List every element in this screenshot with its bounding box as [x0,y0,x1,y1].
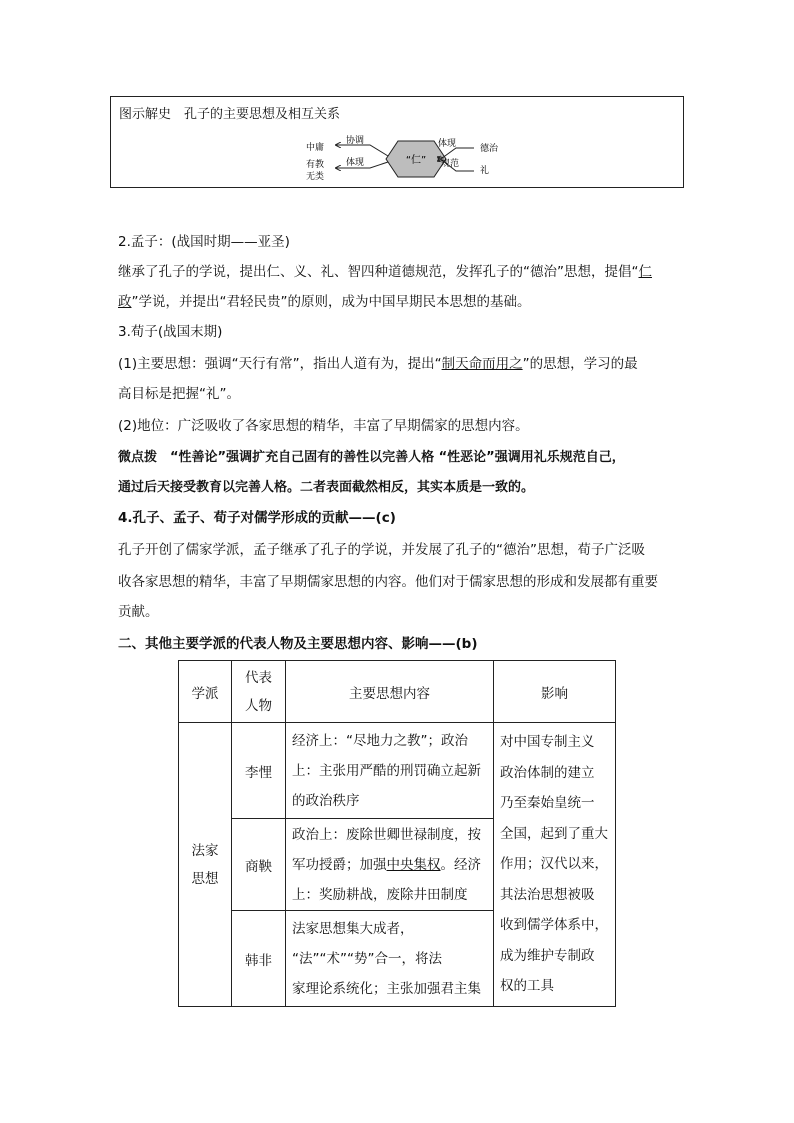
left-bottom-target-1: 有教 [306,160,325,170]
left-top-edge-label: 协调 [346,136,365,146]
contribution-line-3: 贡献。 [118,604,159,620]
header-school: 学派 [179,661,232,723]
left-top-arrow [336,145,388,156]
schools-table [178,660,616,1007]
xunzi-point-1: (1)主要思想：强调“天行有常”，指出人道有为，提出“制天命而用之”的思想，学习的最 [118,356,638,372]
right-bottom-edge-label: 规范 [441,159,460,169]
xunzi-point-1-cont: 高目标是把握“礼”。 [118,386,240,402]
ren-label: “仁” [405,155,427,166]
diagram-title: 图示解史 孔子的主要思想及相互关系 [119,107,341,122]
rep-name: 李悝 [232,723,286,819]
header-content: 主要思想内容 [286,661,494,723]
mencius-line-1: 继承了孔子的学说，提出仁、义、礼、智四种道德规范，发挥孔子的“德治”思想，提倡“仁 [118,264,652,280]
right-top-edge-label: 体现 [438,139,457,149]
content-cell: 经济上：“尽地力之教”；政治 上：主张用严酷的刑罚确立起新 的政治秩序 [286,723,494,819]
xunzi-point-2: (2)地位：广泛吸收了各家思想的精华，丰富了早期儒家的思想内容。 [118,418,529,434]
rep-name: 韩非 [232,911,286,1007]
contribution-heading: 4.孔子、孟子、荀子对儒学形成的贡献——(c) [118,510,396,526]
mencius-line-2: 政”学说，并提出“君轻民贵”的原则，成为中国早期民本思想的基础。 [118,294,531,310]
mencius-heading: 2.孟子：(战国时期——亚圣) [118,234,290,250]
contribution-line-2: 收各家思想的精华，丰富了早期儒家思想的内容。他们对于儒家思想的形成和发展都有重要 [118,574,658,590]
left-bottom-edge-label: 体现 [346,158,365,168]
tip-line-2: 通过后天接受教育以完善人格。二者表面截然相反，其实本质是一致的。 [118,480,535,495]
header-impact: 影响 [494,661,616,723]
left-top-target: 中庸 [306,143,325,153]
right-top-target: 德治 [480,144,499,154]
left-bottom-target-2: 无类 [306,172,325,182]
xunzi-heading: 3.荀子(战国末期) [118,324,223,340]
rep-name: 商鞅 [232,819,286,911]
contribution-line-1: 孔子开创了儒家学派，孟子继承了孔子的学说，并发展了孔子的“德治”思想，荀子广泛吸 [118,542,645,558]
confucius-relationship-diagram [306,133,606,185]
tip-line-1: 微点拨 “性善论”强调扩充自己固有的善性以完善人格 “性恶论”强调用礼乐规范自己， [118,450,625,465]
table-header-row [179,661,616,723]
content-cell: 法家思想集大成者， “法”“术”“势”合一，将法 家理论系统化；主张加强君主集 [286,911,494,1007]
school-legalism: 法家 思想 [179,723,232,1007]
section2-heading: 二、其他主要学派的代表人物及主要思想内容、影响——(b) [118,636,478,652]
header-representative: 代表 人物 [232,661,286,723]
diagram-box [110,96,684,188]
table-row [179,723,616,819]
right-bottom-target: 礼 [480,166,490,176]
impact-cell: 对中国专制主义 政治体制的建立 乃至秦始皇统一 全国，起到了重大 作用；汉代以来， 其法治思想被吸 收到儒学体系中， 成为维护专制政 权的工具 [494,723,616,1007]
content-cell: 政治上：废除世卿世禄制度，按 军功授爵；加强中央集权。经济 上：奖励耕战，废除井田制度 [286,819,494,911]
